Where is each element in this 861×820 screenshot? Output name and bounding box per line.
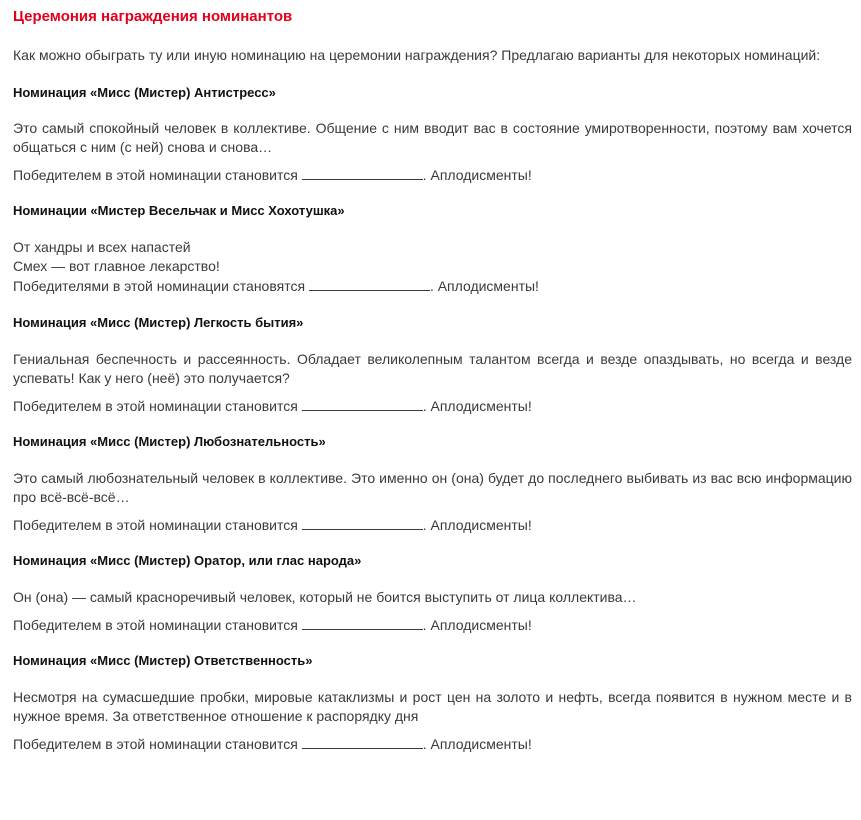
- verse-line: Смех — вот главное лекарство!: [13, 258, 220, 274]
- page-title: Церемония награждения номинантов: [13, 8, 293, 25]
- winner-line: [13, 515, 852, 535]
- winner-blank: [302, 615, 423, 630]
- nomination-title: Номинация «Мисс (Мистер) Ответственность»: [13, 653, 313, 668]
- winner-suffix: . Аплодисменты!: [422, 617, 532, 633]
- winner-line: [13, 276, 852, 296]
- winner-blank: [302, 515, 423, 530]
- winner-blank: [302, 734, 423, 749]
- winner-suffix: . Аплодисменты!: [422, 736, 532, 752]
- winner-suffix: . Аплодисменты!: [422, 167, 532, 183]
- intro-paragraph: Как можно обыграть ту или иную номинацию на церемонии награждения? Предлагаю варианты для некоторых номинаций:: [13, 47, 821, 63]
- winner-blank: [309, 276, 430, 291]
- nomination-title: Номинация «Мисс (Мистер) Легкость бытия»: [13, 315, 304, 330]
- winner-suffix: . Аплодисменты!: [429, 278, 539, 294]
- winner-prefix: Победителем в этой номинации становится: [13, 517, 298, 533]
- winner-blank: [302, 396, 423, 411]
- winner-line: [13, 396, 852, 416]
- winner-suffix: . Аплодисменты!: [422, 398, 532, 414]
- winner-prefix: Победителями в этой номинации становятся: [13, 278, 306, 294]
- winner-line: [13, 734, 852, 754]
- winner-prefix: Победителем в этой номинации становится: [13, 398, 298, 414]
- nomination-title: Номинация «Мисс (Мистер) Оратор, или глас народа»: [13, 553, 362, 568]
- winner-suffix: . Аплодисменты!: [422, 517, 532, 533]
- nomination-verse: [13, 238, 852, 296]
- verse-line: От хандры и всех напастей: [13, 239, 191, 255]
- winner-prefix: Победителем в этой номинации становится: [13, 736, 298, 752]
- nomination-description: Он (она) — самый красноречивый человек, который не боится выступить от лица коллектива…: [13, 589, 637, 605]
- winner-line: [13, 165, 852, 185]
- nomination-description: Это самый спокойный человек в коллективе. Общение с ним вводит вас в состояние умиротворенности, поэтому вам хочется общаться с ним (с ней) снова и снова…: [13, 120, 852, 155]
- nomination-title: Номинация «Мисс (Мистер) Любознательность»: [13, 434, 326, 449]
- winner-prefix: Победителем в этой номинации становится: [13, 617, 298, 633]
- winner-line: [13, 615, 852, 635]
- nomination-title: Номинация «Мисс (Мистер) Антистресс»: [13, 85, 276, 100]
- nomination-description: Гениальная беспечность и рассеянность. Обладает великолепным талантом всегда и везде опаздывать, но всегда и везде успевать! Как у него (неё) это получается?: [13, 351, 852, 386]
- winner-blank: [302, 165, 423, 180]
- nomination-title: Номинации «Мистер Весельчак и Мисс Хохотушка»: [13, 203, 345, 218]
- winner-prefix: Победителем в этой номинации становится: [13, 167, 298, 183]
- nomination-description: Это самый любознательный человек в коллективе. Это именно он (она) будет до последнего выбивать из вас всю информацию про всё-всё-всё…: [13, 470, 852, 505]
- nomination-description: Несмотря на сумасшедшие пробки, мировые катаклизмы и рост цен на золото и нефть, всегда появится в нужном месте и в нужное время. За ответственное отношение к распорядку дня: [13, 689, 852, 724]
